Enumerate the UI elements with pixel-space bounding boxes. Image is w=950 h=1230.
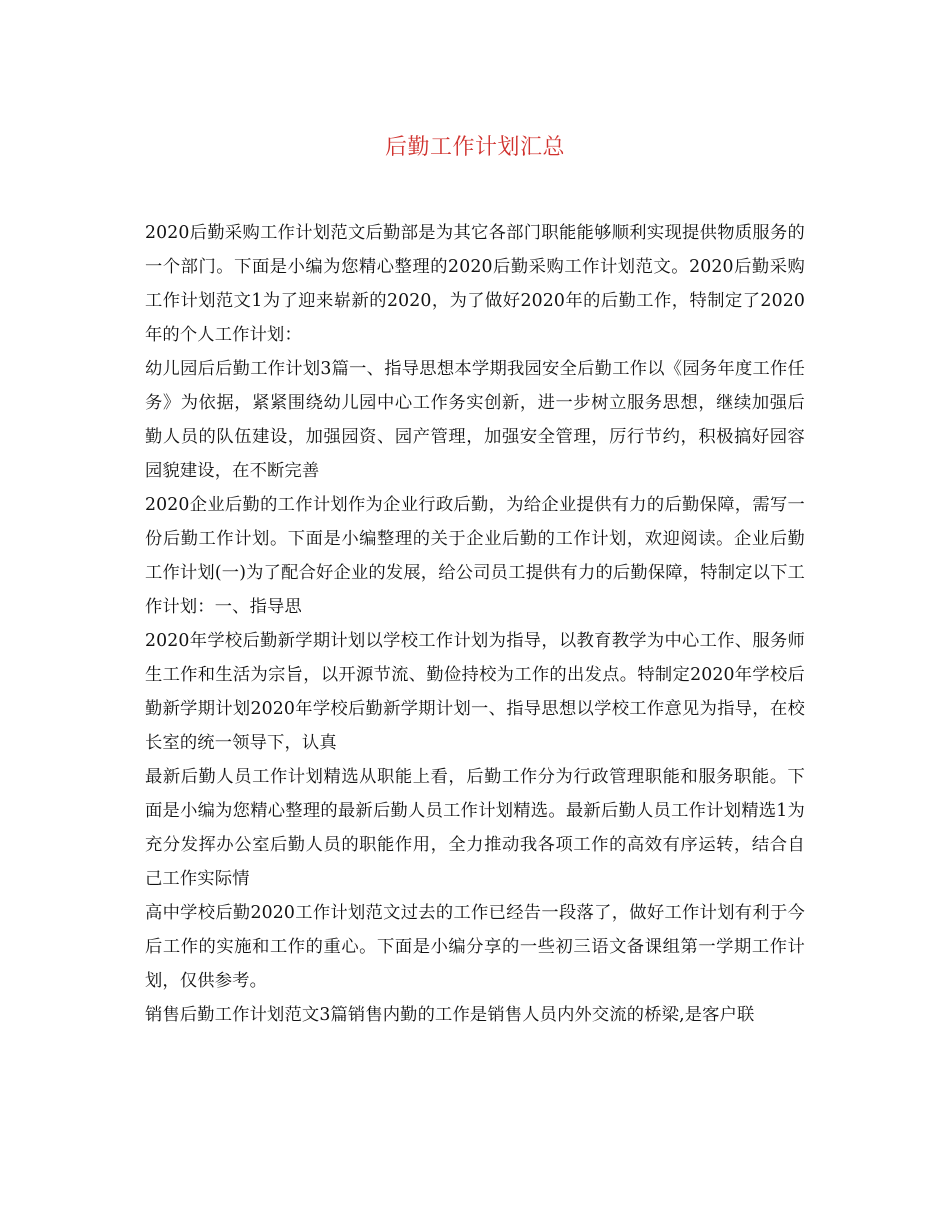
paragraph-enterprise-plan: 2020企业后勤的工作计划作为企业行政后勤，为给企业提供有力的后勤保障，需写一份后勤工作计划。下面是小编整理的关于企业后勤的工作计划，欢迎阅读。企业后勤工作计划(一)为了配合好企业的发展，给公司员工提供有力的后勤保障，特制定以下工作计划：一、指导思	[145, 495, 805, 617]
document-body	[145, 216, 805, 1032]
paragraph-kindergarten-plan: 幼儿园后后勤工作计划3篇一、指导思想本学期我园安全后勤工作以《园务年度工作任务》为依据，紧紧围绕幼儿园中心工作务实创新，进一步树立服务思想，继续加强后勤人员的队伍建设，加强园资、园产管理，加强安全管理，厉行节约，积极搞好园容园貌建设，在不断完善	[145, 359, 805, 481]
paragraph-school-plan: 2020年学校后勤新学期计划以学校工作计划为指导，以教育教学为中心工作、服务师生工作和生活为宗旨，以开源节流、勤俭持校为工作的出发点。特制定2020年学校后勤新学期计划2020年学校后勤新学期计划一、指导思想以学校工作意见为指导，在校长室的统一领导下，认真	[145, 631, 805, 753]
paragraph-sales-plan: 销售后勤工作计划范文3篇销售内勤的工作是销售人员内外交流的桥梁,是客户联	[145, 1005, 755, 1025]
paragraph-high-school-plan: 高中学校后勤2020工作计划范文过去的工作已经告一段落了，做好工作计划有利于今后工作的实施和工作的重心。下面是小编分享的一些初三语文备课组第一学期工作计划，仅供参考。	[145, 903, 805, 991]
paragraph-staff-plan: 最新后勤人员工作计划精选从职能上看，后勤工作分为行政管理职能和服务职能。下面是小编为您精心整理的最新后勤人员工作计划精选。最新后勤人员工作计划精选1为充分发挥办公室后勤人员的职能作用，全力推动我各项工作的高效有序运转，结合自己工作实际情	[145, 767, 805, 889]
paragraph-procurement-plan: 2020后勤采购工作计划范文后勤部是为其它各部门职能能够顺利实现提供物质服务的一个部门。下面是小编为您精心整理的2020后勤采购工作计划范文。2020后勤采购工作计划范文1为了迎来崭新的2020，为了做好2020年的后勤工作，特制定了2020年的个人工作计划：	[145, 223, 805, 345]
document-title: 后勤工作计划汇总	[384, 135, 565, 160]
